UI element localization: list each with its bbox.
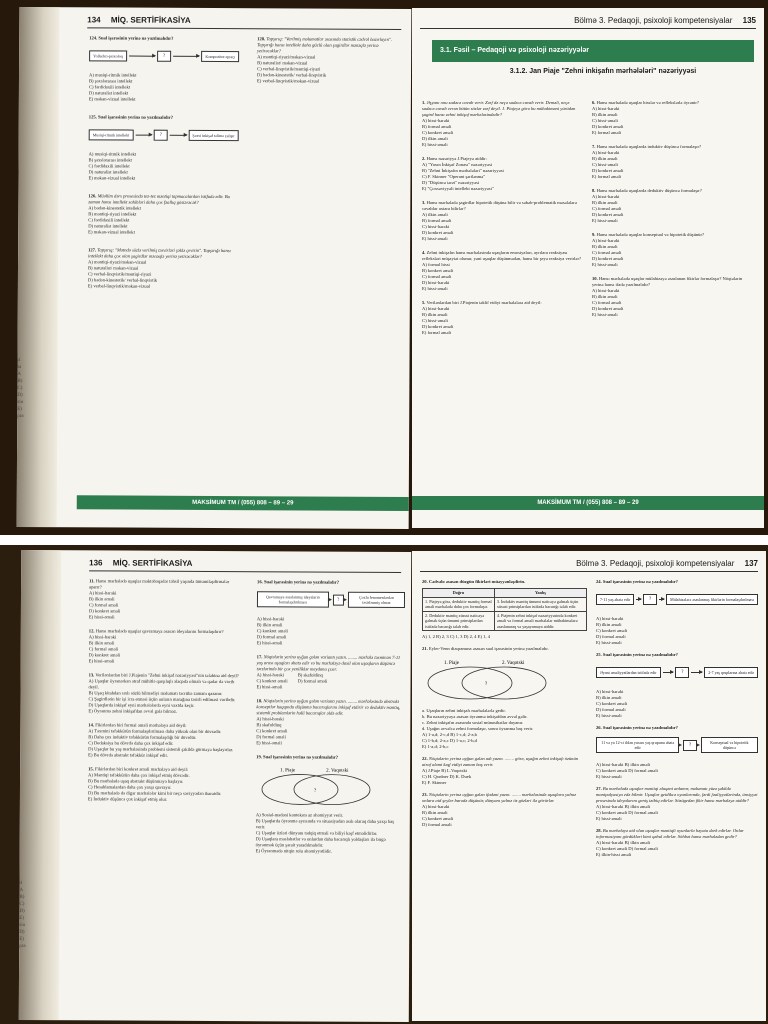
question-6: 6. Hansı mərhələdə uşaqlar hisslər və reflekslərlə öyrənir? A) hissi-hərəki B) ilkin əməli C) hissi-əməli D) konkret əməli E) formal əməli — [592, 100, 699, 135]
question-4: 4. Zehni inkişafın hansı mərhələsində uşaqların emosiyaları, ayrılara reaksiyası refleksləri müşayiət olunur, yəni uşaqlar düşünmədən, hansı bir şeyə reaksiya verirlər? A) formal hissi B) konkret əməli C) formal əməli D) hissi-hərəki E) hissi-əməli — [422, 250, 582, 291]
column-left — [422, 579, 587, 834]
question-16: 16. Sual işarəsinin yerinə nə yazılmalıdır? Qavramaya əsaslanmış ideyaların formalaşdırılması ? Çoxlu fenomenlərdən təsirlənmiş olmaz A) hissi-hərəki B) ilkin əməli C) konkret əməli D) formal əməli E) hissi-əməli — [257, 579, 405, 647]
column-right — [596, 579, 758, 864]
page-number: 136 — [89, 558, 103, 568]
question-11: 11. Hansı mərhələdə uşaqlar məktəbəqədər təhsil yaşında ümumiləşdirmələr aparır? A) hissi-hərəki B) ilkin əməli C) formal əməli D) konkret əməli E) hissi-əməli — [88, 578, 230, 620]
margin-text: 4 ta A B) C) D) sin E) pra — [17, 357, 24, 420]
question-18: 18. Nöqtələrin yerinə uyğun gələn variantı yazın. ........ mərhələsində abstrakt konseptlər haqqında düşünmə bacarıqlarını inkişaf etdirir və deduktiv məntiq, sistemli problemlərin həlli bacarıqlar əldə edir. A) hissi-hərəki B) skafoldinq C) konkret əməli D) formal əməli E) hissi-əməli — [256, 698, 401, 746]
page-number: 135 — [742, 16, 756, 25]
question-17: 17. Nöqtələrin yerinə uyğun gələn variantı yazın. ........ mərhələ təxminən 7-11 yaş arası uşaqları əhatə edir və bu mərhələyə daxil olan uşaqların düşüncə tərzlərində bir çox yeniliklər meydana çıxır. A) hissi-hərəki C) konkret əməli E) hissi-əməli B) skafoldinq D) formal əməli — [256, 654, 401, 690]
question-22: 22. Nöqtələrin yerinə uyğun gələn adı yazın. ........ görə, uşağın zehni inkişafı özünün atraf aləmi kəşf etdiyi zaman baş verir. A) J.Piaje B) L.Vaqotski C) H. Qardner D) K. Duek E) F. Skinner — [422, 756, 579, 785]
svg-text:?: ? — [313, 788, 317, 794]
column-right — [257, 36, 402, 91]
header-title: MİQ. SERTİFİKASİYA — [112, 558, 193, 568]
bottom-photo — [0, 545, 768, 1024]
page-number: 137 — [744, 559, 758, 568]
page-136 — [19, 550, 411, 1022]
question-27: 27. Bu mərhələdə uşaqlar məntiqi əlaqəni anlamır, məlumatı yüzə şəkildə manipulyasiya edə bilmir. Uşaqlar getdikcə oyunlarında, fərdi fəaliyyətlərində, ünsiyyət prosesində ideyalarını geniş tətbiq edirlər. Sözügedən fikir hansı mərhələyə aiddir? A) hissi-hərəki B) ilkin əməli C) konkret əməli D) formal əməli E) hissi-əməli — [596, 786, 758, 821]
question-20: 20. Cədvəlo əsasən düzgün fikirləri müəyyənləşdirin. Doğru Yanlış 1. Piajeyə görə, deduktiv məntiq formal əməli mərhələdə daha çox formalaşır. 3. İnduktiv məntiq ümumi nəticəyə gəlmək üçün xüsusi prinsiplərdən istifadə bacarığı tələb edir. 2. Deduktiv məntiq xüsusi nəticəyə gəlmək üçün ümumi prinsiplərdən istifadə bacarığı tələb edir. 4. Piajenin zehni inkişaf nəzəriyyəsində konkret əməli və formal əməli mərhələlər mühakimələrə əsaslanaraq və yaşayamaya aiddir. A) 1, 2 B) 2, 3 C) 1, 3 D) 2, 4 E) 1, 4 — [422, 579, 587, 640]
chapter-banner: 3.1. Fəsil – Pedaqoji və psixoloji nəzəriyyələr — [432, 40, 754, 62]
answer-table: Doğru Yanlış 1. Piajeyə görə, deduktiv məntiq formal əməli mərhələdə daha çox formalaşır. 3. İnduktiv məntiq ümumi nəticəyə gəlmək üçün xüsusi prinsiplərdən istifadə bacarığı tələb edir. 2. Deduktiv məntiq xüsusi nəticəyə gəlmək üçün ümumi prinsiplərdən istifadə bacarığı tələb edir. 4. Piajenin zehni inkişaf nəzəriyyəsində konkret əməli və formal əməli mərhələlər mühakimələrə əsaslanaraq və yaşayamaya aiddir. — [422, 588, 587, 631]
question-21: 21. Eyler-Venn diaqramına əsasən sual işarəsinin yerinə yazılmalıdır. 1. Piaje 2. Vaqotski ? a. Uşaqların zehni inkişafı mərhələlərlə gedir. b. Bu nəzəriyyəyə əsasən öyrənmə inkişafdan əvvəl gəlir. c. Zehni inkişafın əsasında sosial münasibətlər dayanır. d. Uşağın əvvəlcə zehni formalaşır, sonra öyrənmə baş verir. A) 1-a,d; 2-c,d B) 1-c,d; 2-a,b C) 1-b,d; 2-a,c D) 1-a,c; 2-b,d E) 1-a,d; 2-b,c — [422, 646, 587, 750]
header-title: Bölmə 3. Pedaqoji, psixoloji kompetensiyalar — [574, 16, 733, 25]
column-right — [256, 579, 405, 861]
question-2: 2. Hansı nəzəriyyə J.Piajeyə aiddir: A) "Yaxın İnkişaf Zonası" nəzəriyyəsi B) "Zehni İnkişafın mərhələləri" nəzəriyyəsi C) F. Skinner "Operant şərtlənmə" D) "Düşüncə tərzi" nəzəriyyəsi E) "Çoxsəviyyəli intellekt nəzəriyyəsi" — [422, 156, 504, 191]
page-header — [89, 558, 401, 573]
column-left — [88, 578, 241, 809]
question-7: 7. Hansı mərhələdə uşaqlarda induktiv düşüncə formalaşır? A) hissi-hərəki B) ilkin əməli C) hissi-əməli D) konkret əməli E) formal əməli — [592, 144, 702, 179]
question-19: 19. Sual işarəsinin yerinə nə yazılmalıdır? 1. Piaje 2. Vaqotski ? A) Sosial-mədəni kontekstə az əhəmiyyət verir. B) Uşaqlarda öyrənmə ayrısında və situasiyadan asılı olaraq daha yaxşı baş verir. C) Uşaqlar özləri dünyanı tədqiq etməli və biliyi kəşf etməlidirlər. D) Uşaqlara məsləhətlər və onlardan daha bacarıqlı yoldaşları ilə birgə öyrənmək üçün şərait yaradılmalıdır. E) Öyrənmədə nitqin rolu əhəmiyyətlidir. — [255, 754, 395, 854]
question-124: 124. Sual işarəsinin yerinə nə yazılmalıdır? Yolladıcı-psixoloq ? Kompozitor-qıraçı A) musiqi-ritmik intellekt B) şəxslərarası intellekt C) fərdidaxili intellekt D) naturalist intellekt E) məkan-vizual intellekt — [89, 35, 239, 103]
question-15: 15. Fikirlərdən biri konkret əməli mərhələyə aid deyil: A) Məntiqi təfəkkürün daha çox inkişaf etmiş dövrədir. B) Bu mərhələdə uşaq abstrakt düşünməyə başlayır. C) Hesablamalardan daha çox yaxşı qavrayır. D) Bu mərhələdə də digər mərhələlər kimi bir neçə səviyyədən ibarətdir. E) İnduktiv düşüncə çox inkişaf etmiş olur. — [87, 766, 222, 802]
column-left — [422, 100, 582, 342]
question-diagram: 11 və ya 12-ci ildən yuxarı yaş qrupunu əhatə edir ? Konseptual və hipotetik düşüncə — [596, 734, 758, 756]
venn-label-2: 2. Vaqotski — [326, 768, 349, 774]
venn-label-1: 1. Piaje — [280, 768, 296, 774]
page-footer: MAKSİMUM TM / (055) 808 – 89 – 29 — [77, 495, 409, 511]
page-fold-shadow — [17, 7, 60, 527]
page-137 — [412, 551, 766, 1021]
question-28: 28. Bu mərhələyə aid olan uşaqlar məntiqli oyunlarla həyata dərk edirlər. Onlar informasiyanı gördükləri kimi qəbul edirlər. Söhbət hansı mərhələdən gedir? A) hissi-hərəki B) ilkin əməli C) konkret əməli D) formal əməli E) ilkin-hissi əməli — [596, 828, 744, 857]
margin-text: 4 A B) C) D) E) sin D) E) pra — [19, 880, 26, 950]
question-10: 10. Hansı mərhələdə uşaqlar mülahizəyə əsaslanan fikirlər formalaşır? Nöqtələrin yerinə hansı ifadə yazılmalıdır? A) hissi-hərəki B) ilkin əməli C) formal əməli D) konkret əməli E) hissi-əməli — [592, 276, 743, 317]
page-number: 134 — [87, 15, 101, 25]
page-134 — [17, 7, 412, 529]
question-14: 14. Fikirlərdən biri formal əməli mərhələyə aid deyil: A) Təxmini təfəkkürün formalaşdırılması daha yüksək olan bir dövrədir. B) Daha çox induktiv təfəkkürün formalaşdığı bir dövrdür. C) Dedaksiya bu dövrdə daha çox inkişaf edir. D) Uşaqlar bu yaş mərhələsində problemi sistemli şəkildə görməyə başlayırlar. E) Bu dövrdə abstrakt təfəkkür inkişaf edir. — [88, 722, 234, 758]
page-header — [420, 16, 756, 29]
photo-separator — [0, 535, 768, 545]
question-3: 3. Hansı mərhələdə şagirdlər hipotetik düşünə bilir və səbəb-problematik məsələlərə cavablar axtara bilirlər? A) ilkin əməli B) formal əməli C) hissi-hərəki D) konkret əməli E) hissi-əməli — [422, 200, 577, 241]
venn-diagram — [256, 763, 376, 808]
header-title: MİQ. SERTİFİKASİYA — [110, 15, 191, 25]
question-diagram: Yolladıcı-psixoloq ? Kompozitor-qıraçı — [89, 44, 239, 67]
question-128: 128. Tapşırıq: "Verilmiş məlumatlar əsasında statistik cədvəl hazırlayın". Tapşırığı hansı intellekt daha güclü olan şagirdlər mənəqlə yerinə yetirəcəklər? A) məntiqi-riyazi/məkan-vizual B) naturalist/ məkan-vizual C) verbal-linqvistik/məntiqi-riyazi D) bədən-kinestetik/ verbal-linqvistik E) verbal-linqvistik/məkan-vizual — [256, 36, 392, 84]
question-23: 23. Nöqtələrin yerinə uyğun gələn ifadəni yazın. ........ mərhələsində uşaqlara yalnız onlara aid şeylər barədə düşünür, dünyanı yalnız öz gözləri ilə görürlər. A) hissi-hərəki B) ilkin əməli C) konkret əməli D) formal əməli — [422, 792, 577, 827]
question-5: 5. Verilənlərdən biri J.Piajenin təklif etdiyi mərhələlərə aid deyil: A) hissi-hərəki B) ilkin əməli C) hissi-əməli D) konkret əməli E) formal əməli — [422, 300, 542, 335]
question-125: 125. Sual işarəsinin yerinə nə yazılmalıdır? Musiqi-ritmik intellekt ? Şəxsi inkişaf təlimə çalışır A) musiqi-ritmik intellekt B) şəxslərarası intellekt C) fərdidaxili intellekt D) naturalist intellekt E) məkan-vizual intellekt — [88, 114, 238, 182]
question-12: 12. Hansı mərhələdə uşaqlar qavramaya əsasən ideyalarını formalaşdırır? A) hissi-hərəki B) ilkin əməli C) formal əməli D) konkret əməli E) hissi-əməli — [88, 628, 224, 664]
question-diagram: Musiqi-ritmik intellekt ? Şəxsi inkişaf təlimə çalışır — [89, 123, 239, 146]
venn-diagram — [422, 655, 552, 703]
question-1: 1. Əşyanı onu sadəcə cavab verir. Zərf də neçə sadəcə cavab verir. Deməli, neçə sadəcə cavab verən bütün sözlər zərf deyil. J. Piajeyə görə bu mühakiməni yürüdən şagird hansı zehni inkişaf mərhələsindədir? A) hissi-hərəki B) formal əməli C) konkret əməli D) ilkin əməli E) hissi-əməli — [422, 100, 576, 147]
question-diagram: 7-11 yaş əhatə edir ? Mülahizələrə əsaslanmış fikirlərin formalaşdırılması — [596, 588, 758, 610]
page-135 — [412, 8, 764, 528]
page-header — [87, 15, 401, 30]
column-left — [88, 35, 239, 296]
svg-text:?: ? — [485, 682, 488, 687]
venn-label-2: 2. Vaqotski — [502, 661, 525, 666]
question-127: 127. Tapşırıq: "Mətndə sözlə verilmiş təsvirləri şəklə çevirin". Tapşırığı hansı intellekt daha çox olan şagirdlər mənəqlə yerinə yetirəcəklər? A) məntiqi-riyazi/məkan-vizual B) naturalist/ məkan-vizual C) verbal-linqvistik/məntiqi-riyazi D) bədən-kinestetik/ verbal-linqvistik E) verbal-linqvistik/məkan-vizual — [87, 247, 231, 289]
question-126: 126. Müəllim dərs prosesində tez-tez məntiqi tapmacalardan istifadə edir. Bu zaman hansı intellekt sahibləri daha çox fəallıq göstərəcək? A) bədən-kinestetik intellekt B) məntiqi-riyazi intellekt C) fərdidaxili intellekt D) naturalist intellekt E) məkan-vizual intellekt — [88, 193, 230, 235]
column-right — [592, 100, 752, 324]
page-header — [420, 559, 758, 572]
question-diagram: Əyani əməliyyatlardan istifadə edir ? 2-7 yaş qruplarına əhatə edir — [596, 661, 758, 683]
venn-label-1: 1. Piaje — [444, 661, 459, 666]
question-diagram: Qavramaya əsaslanmış ideyaların formalaşdırılması ? Çoxlu fenomenlərdən təsirlənmiş olmaz — [257, 588, 405, 611]
header-title: Bölmə 3. Pedaqoji, psixoloji kompetensiyalar — [576, 559, 735, 568]
question-8: 8. Hansı mərhələdə uşaqlarda deduktiv düşüncə formalaşır? A) hissi-hərəki B) ilkin əməli C) formal əməli D) konkret əməli E) hissi-əməli — [592, 188, 702, 223]
question-24: 24. Sual işarəsinin yerinə nə yazılmalıdır? 7-11 yaş əhatə edir ? Mülahizələrə əsaslanmış fikirlərin formalaşdırılması A) hissi-hərəki B) ilkin əməli C) konkret əməli D) formal əməli E) hissi-əməli — [596, 579, 758, 646]
question-26: 26. Sual işarəsinin yerinə nə yazılmalıdır? 11 və ya 12-ci ildən yuxarı yaş qrupunu əhatə edir ? Konseptual və hipotetik düşüncə A) hissi-hərəki B) ilkin əməli C) konkret əməli D) formal əməli E) hissi-əməli — [596, 725, 758, 780]
page-footer: MAKSİMUM TM / (055) 808 – 89 – 29 — [412, 496, 764, 510]
question-13: 13. Verilənlərdən biri J.Piajenin "Zehni inkişaf nəzəriyyəsi"nin tələbinə aid deyil? A) Uşaqlar öyrənərkən ətraf mühitlə qarşılıqlı əlaqədə olmalı və qədər də vacib deyil. B) Uşaq kitabdan sıxlı sözlü bilmədiyi məlumatı təcrübə zamanı qazanır. C) Şagirdlərin bir işi icra etməsi üçün onların marağına təsirli edilməsi vacibdir. D) Uşaqlarda inkişaf eyni mərhələlərdə eyni vaxtda keçir. E) Öyrənmə zehni inkişafdan əvvəl gələ bilməz. — [88, 672, 239, 714]
question-9: 9. Hansı mərhələdə uşaqlar konseptual və hipotetik düşünür? A) hissi-hərəki B) ilkin əməli C) formal əməli D) konkret əməli E) hissi-əməli — [592, 232, 705, 267]
question-25: 25. Sual işarəsinin yerinə nə yazılmalıdır? Əyani əməliyyatlardan istifadə edir ? 2-7 yaş qruplarına əhatə edir A) hissi-hərəki B) ilkin əməli C) konkret əməli D) formal əməli E) hissi-əməli — [596, 652, 758, 719]
section-title: 3.1.2. Jan Piaje "Zehni inkişafın mərhələləri" nəzəriyyəsi — [509, 68, 697, 75]
